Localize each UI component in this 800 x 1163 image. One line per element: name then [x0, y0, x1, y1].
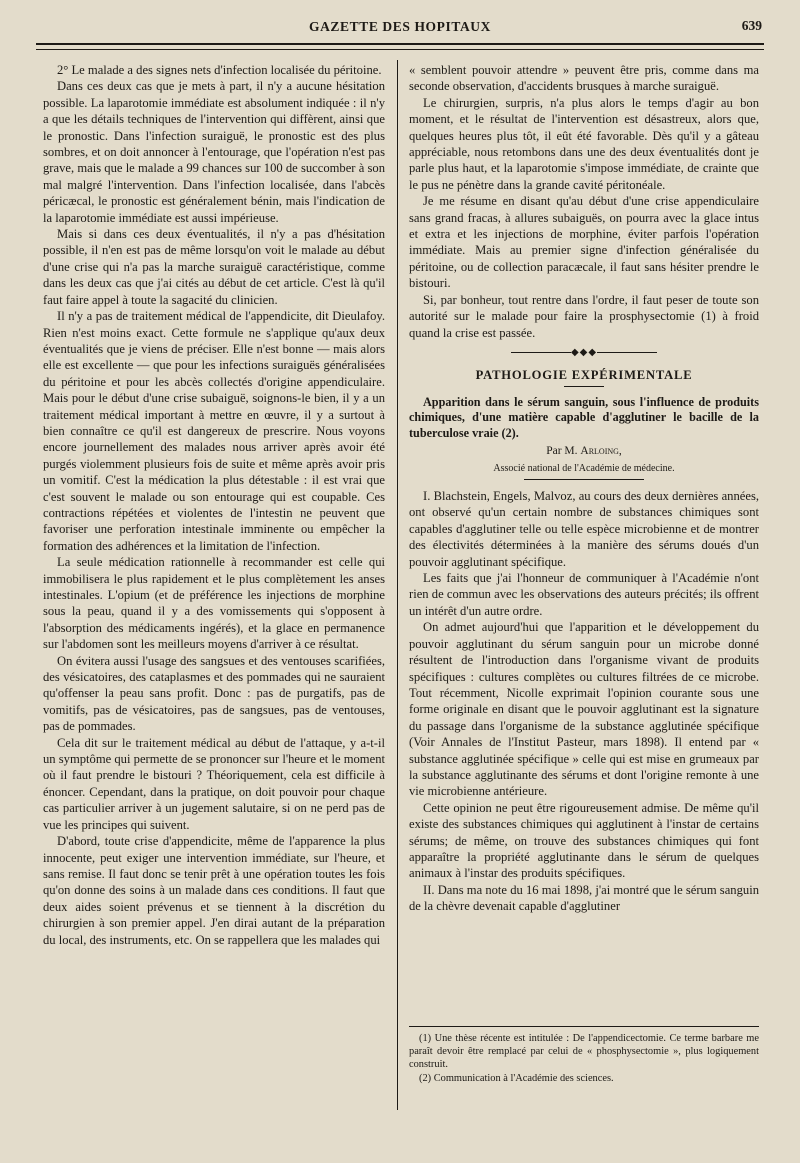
paragraph: II. Dans ma note du 16 mai 1898, j'ai montré que le sérum sanguin de la chèvre devenait capable d'agglutiner	[409, 882, 759, 914]
column-divider	[397, 60, 398, 1110]
paragraph: D'abord, toute crise d'appendicite, même de l'apparence la plus innocente, peut exiger une intervention immédiate, sur l'heure, et sans remise. Il faut donc se tenir prêt à une opération toutes les fois qu'on donne des soins à un malade dans ces conditions. Il faut que deux aides soient prévenus et se tiennent à la discrétion du chirurgien à son premier appel. J'en dirai autant de la préparation du local, des instruments, etc. On se rappellera que les malades qui	[43, 834, 385, 947]
footnotes	[409, 1026, 759, 1085]
paragraph: La seule médication rationnelle à recommander est celle qui immobilisera le plus rapidement et le plus complètement les anses intestinales. L'opium (et de préférence les injections de morphine sous la peau, quand il y a des vomissements qui s'opposent à l'absorption des médicaments ingérés), et la glace en permanence sur l'abdomen sont les meilleurs moyens d'arriver à ce résultat.	[43, 555, 385, 652]
paragraph: Si, par bonheur, tout rentre dans l'ordre, il faut peser de toute son autorité sur le malade pour faire la prosphysectomie (1) à froid quand la crise est passée.	[409, 292, 759, 340]
paragraph: Cette opinion ne peut être rigoureusement admise. De même qu'il existe des substances chimiques qui agglutinent à l'instar de certains sérums; de même, on trouve des substances chimiques qui font apparaître la propriété agglutinante dans le sérum de quelques animaux à l'instar des produits spécifiques.	[409, 800, 759, 881]
paragraph: Cela dit sur le traitement médical au début de l'attaque, y a-t-il un symptôme qui permette de se prononcer sur l'heure et le moment où il faut prendre le bistouri ? Théoriquement, cela est difficile à énoncer. Cependant, dans la pratique, on doit pouvoir pour chaque cas particulier arriver à un jugement salutaire, si on ne perd pas de vue les principes qui suivent.	[43, 735, 385, 832]
article-title: Apparition dans le sérum sanguin, sous l'influence de produits chimiques, d'une matière capable d'agglutiner le bacille de la tuberculose vraie (2).	[409, 394, 759, 440]
left-column	[43, 62, 385, 948]
footnote-rule	[409, 1026, 759, 1027]
paragraph: Mais si dans ces deux éventualités, il n'y a pas d'hésitation possible, il n'en est pas de même lorsqu'on voit le malade au début d'une crise qui n'a pas la marche suraiguë caractéristique, comme dans les deux cas que j'ai cités au début de cet article. C'est là qu'il faut faire appel à toute la sagacité du clinicien.	[43, 227, 385, 307]
byline	[409, 443, 759, 459]
page-number: 639	[741, 18, 762, 33]
author-affiliation: Associé national de l'Académie de médecine.	[493, 462, 675, 474]
paragraph: Les faits que j'ai l'honneur de communiquer à l'Académie n'ont rien de commun avec les observations des auteurs précités; ils offrent un intérêt d'un autre ordre.	[409, 571, 759, 618]
paragraph: I. Blachstein, Engels, Malvoz, au cours des deux dernières années, ont observé qu'un certain nombre de substances chimiques sont capables d'agglutiner telle ou telle espèce microbienne et de montrer des électivités déterminées à la manière des sérums doués d'un pouvoir agglutinant spécifique.	[409, 489, 759, 569]
paragraph: « semblent pouvoir attendre » peuvent être pris, comme dans ma seconde observation, d'accidents brusques à marche suraiguë.	[409, 63, 759, 94]
paragraph: On admet aujourd'hui que l'apparition et le développement du pouvoir agglutinant du sérum sanguin pour un microbe donné résultent de l'introduction dans l'organisme vivant de produits spécifiques : cultures complètes ou cultures filtrées de ce microbe. Tout récemment, Nicolle exprimait l'opinion courante sous une forme originale en disant que le pouvoir agglutinant est la signature du passage dans l'organisme de la substance agglutinée spécifique (Voir Annales de l'Institut Pasteur, mars 1898). Il entend par « substance agglutinée spécifique » celle qui est mise en grumeaux par la substance agglutinante des sérums et dont l'origine remonte à une vie microbienne antérieure.	[409, 620, 759, 799]
section-ornament: ◆◆◆	[409, 345, 759, 361]
right-column	[409, 62, 759, 915]
byline-prefix: Par M.	[546, 445, 578, 458]
header-rule	[36, 43, 764, 50]
footnote: (1) Une thèse récente est intitulée : De l'appendicectomie. Ce terme barbare me paraît devoir être remplacé par celui de « phosphysectomie », plus logiquement construit.	[409, 1033, 759, 1071]
paragraph: 2° Le malade a des signes nets d'infection localisée du péritoine.	[57, 63, 382, 77]
author-name: Arloing,	[580, 445, 622, 458]
paragraph: Il n'y a pas de traitement médical de l'appendicite, dit Dieulafoy. Rien n'est moins exact. Cette formule ne s'applique qu'aux deux éventualités que je viens de préciser. Elle n'est bonne — mais alors elle est excellente — que pour les infections suraiguës généralisées du péritoine et pour les abcès collectés d'origine appendiculaire. Mais pour le début d'une crise subaiguë, soignons-le bien, il y a un traitement médical important à mettre en œuvre, il y a surtout à bien connaître ce qu'il est dangereux de prescrire. Nous voyons encore journellement des malades nous arriver après avoir été purgés violemment plusieurs fois de suite et même après avoir pris un vomitif. C'est la médication la plus détestable : il est vrai que c'est souvent le malade ou son entourage qui est coupable. Ces contractions répétées et violentes de l'intestin ne peuvent que favoriser une perforation intestinale imminente ou empêcher la formation des adhérences et la limitation de l'infection.	[43, 309, 385, 553]
page-header	[36, 18, 764, 42]
section-title: PATHOLOGIE EXPÉRIMENTALE	[475, 368, 693, 383]
paragraph: Le chirurgien, surpris, n'a plus alors le temps d'agir au bon moment, et le résultat de l'intervention est désastreux, alors que, quelques heures plus tôt, il eût été favorable. Dès qu'il y a gâteau appréciable, nous retombons dans une des deux éventualités dont je parle plus haut, et la laparotomie s'impose immédiate, de crainte que le pus ne pénètre dans la grande cavité péritonéale.	[409, 95, 759, 192]
footnote: (2) Communication à l'Académie des sciences.	[419, 1072, 614, 1084]
byline-rule	[524, 479, 644, 480]
paragraph: Dans ces deux cas que je mets à part, il n'y a aucune hésitation possible. La laparotomie immédiate est absolument indiquée : il n'y a que les détails techniques de l'intervention qui diffèrent, ainsi que le pronostic. Dans l'infection suraiguë, le pronostic est des plus sombres, et on doit annoncer à l'entourage, que l'opération n'est pas grave, mais que le malade a 99 chances sur 100 de succomber à son mal malgré l'intervention. Dans l'infection localisée, dans l'abcès péricæcal, le pronostic est généralement bénin, mais l'indication de la laparotomie immédiate est aussi impérieuse.	[43, 79, 385, 225]
paragraph: Je me résume en disant qu'au début d'une crise appendiculaire sans grand fracas, à allures subaiguës, on pourra avec la glace intus et extra et les injections de morphine, éviter parfois l'opération immédiate. Mais au premier signe d'infection généralisée du péritoine, ou de collection paracæcale, il faut sans hésiter prendre le bistouri.	[409, 194, 759, 291]
paragraph: On évitera aussi l'usage des sangsues et des ventouses scarifiées, des vésicatoires, des cataplasmes et des pommades qui ne sauraient qu'offenser la peau sans profit. Donc : pas de purgatifs, pas de vomitifs, pas de vésicatoires, pas de sangsues, pas de ventouses, pas de pommades.	[43, 653, 385, 734]
section-rule	[564, 386, 604, 387]
running-title: GAZETTE DES HOPITAUX	[308, 19, 492, 34]
